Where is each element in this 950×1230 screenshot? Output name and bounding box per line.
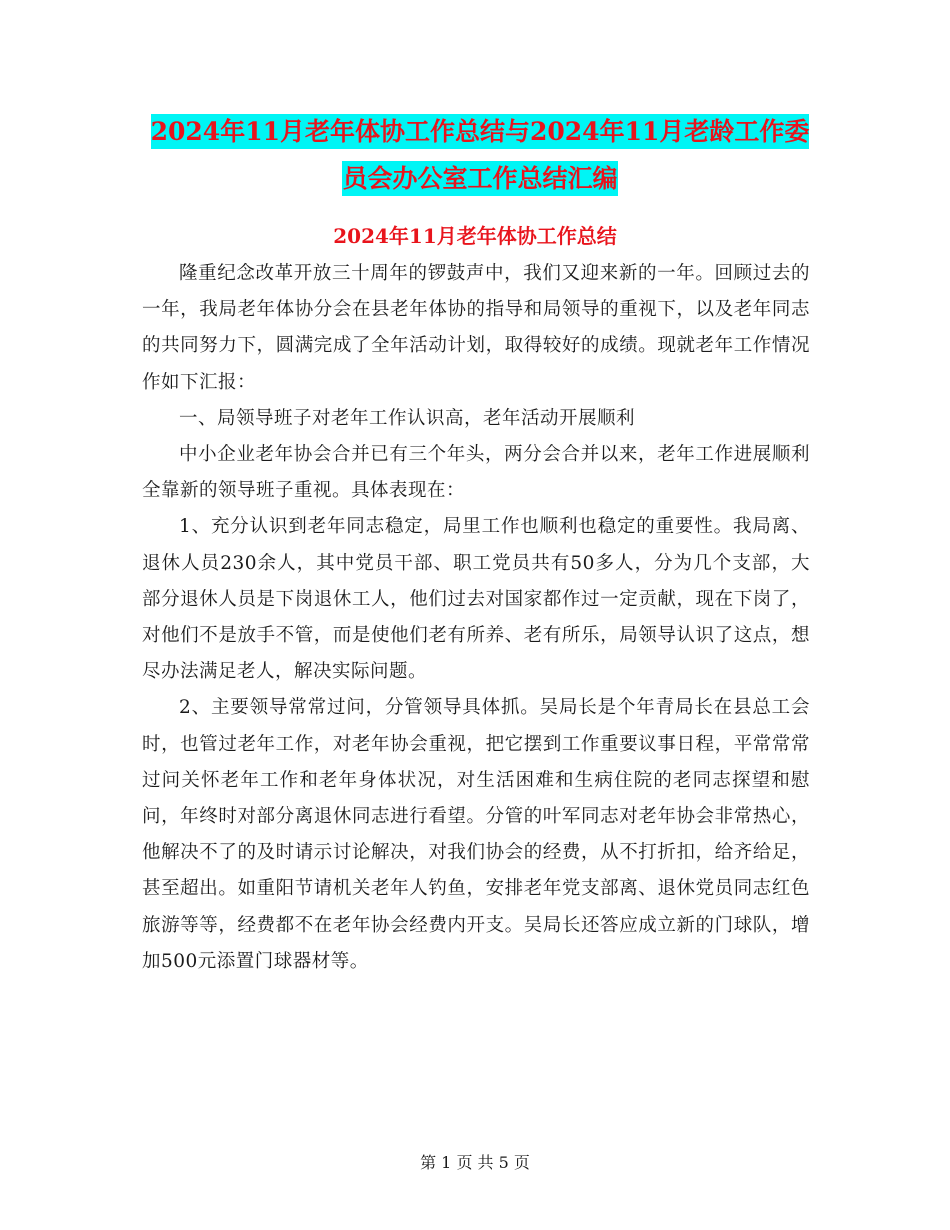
document-title: [140, 108, 820, 202]
paragraph: 中小企业老年协会合并已有三个年头，两分会合并以来，老年工作进展顺利全靠新的领导班子重视。具体表现在：: [142, 444, 810, 502]
paragraph: 隆重纪念改革开放三十周年的锣鼓声中，我们又迎来新的一年。回顾过去的一年，我局老年体协分会在县老年体协的指导和局领导的重视下，以及老年同志的共同努力下，圆满完成了全年活动计划，取得较好的成绩。现就老年工作情况作如下汇报：: [142, 263, 810, 393]
page-footer: 第 1 页 共 5 页: [420, 1153, 530, 1172]
paragraph: 一、局领导班子对老年工作认识高，老年活动开展顺利: [179, 407, 636, 429]
document-title-highlight: 2024年11月老年体协工作总结与2024年11月老龄工作委员会办公室工作总结汇编: [151, 114, 810, 196]
paragraph: 1、充分认识到老年同志稳定，局里工作也顺利也稳定的重要性。我局离、退休人员230余人，其中党员干部、职工党员共有50多人，分为几个支部，大部分退休人员是下岗退休工人，他们过去对国家都作过一定贡献，现在下岗了，对他们不是放手不管，而是使他们老有所养、老有所乐，局领导认识了这点，想尽办法满足老人，解决实际问题。: [142, 516, 810, 683]
paragraph: 2、主要领导常常过问，分管领导具体抓。吴局长是个年青局长在县总工会时，也管过老年工作，对老年协会重视，把它摆到工作重要议事日程，平常常常过问关怀老年工作和老年身体状况，对生活困难和生病住院的老同志探望和慰问，年终时对部分离退休同志进行看望。分管的叶军同志对老年协会非常热心，他解决不了的及时请示讨论解决，对我们协会的经费，从不打折扣，给齐给足，甚至超出。如重阳节请机关老年人钓鱼，安排老年党支部离、退休党员同志红色旅游等等，经费都不在老年协会经费内开支。吴局长还答应成立新的门球队，增加500元添置门球器材等。: [142, 697, 810, 972]
document-body: [142, 256, 810, 980]
section-title: 2024年11月老年体协工作总结: [333, 224, 617, 248]
